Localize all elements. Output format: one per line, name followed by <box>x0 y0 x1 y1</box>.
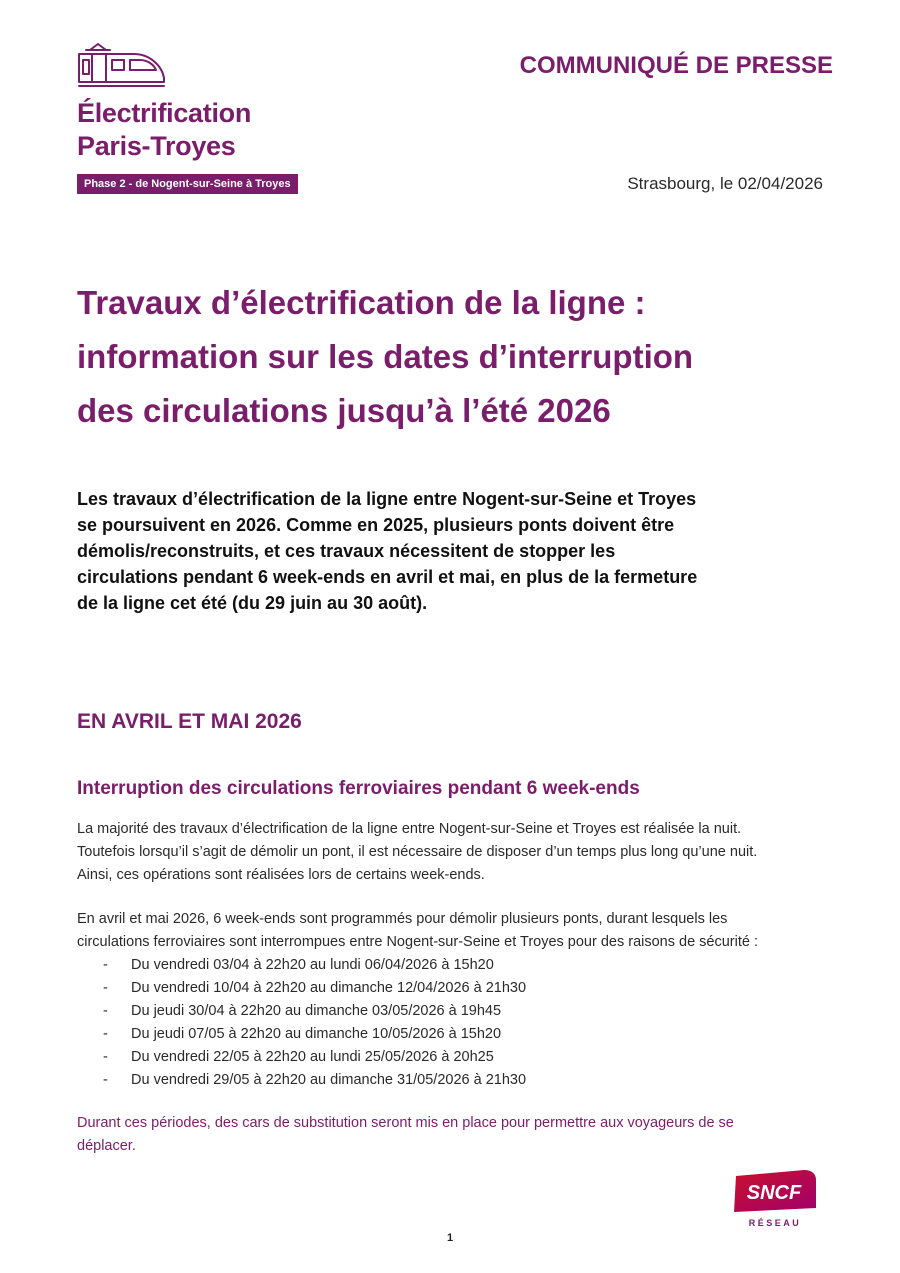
paragraph-line: Toutefois lorsqu’il s’agit de démolir un pont, il est nécessaire de disposer d’un temps plus long qu’une nuit. <box>77 844 758 860</box>
list-item <box>103 1069 526 1092</box>
list-item <box>103 977 526 1000</box>
section-subheading: Interruption des circulations ferroviaires pendant 6 week-ends <box>77 778 640 799</box>
note-line: Durant ces périodes, des cars de substitution seront mis en place pour permettre aux voyageurs de se <box>77 1115 734 1131</box>
list-item-text: Du jeudi 07/05 à 22h20 au dimanche 10/05/2026 à 15h20 <box>131 1026 502 1042</box>
list-bullet: - <box>103 1003 108 1019</box>
paragraph-line: La majorité des travaux d’électrification de la ligne entre Nogent-sur-Seine et Troyes est réalisée la nuit. <box>77 821 742 837</box>
title-line: information sur les dates d’interruption <box>77 338 694 375</box>
lead-line: Les travaux d’électrification de la ligne entre Nogent-sur-Seine et Troyes <box>77 489 697 509</box>
list-item-text: Du jeudi 30/04 à 22h20 au dimanche 03/05/2026 à 19h45 <box>131 1003 502 1019</box>
main-title <box>77 276 817 438</box>
page-number: 1 <box>446 1232 454 1244</box>
phase-badge: Phase 2 - de Nogent-sur-Seine à Troyes <box>77 174 298 194</box>
body-paragraph <box>77 908 837 954</box>
interruption-schedule-list <box>103 954 526 1092</box>
lead-line: circulations pendant 6 week-ends en avril et mai, en plus de la fermeture <box>77 567 698 587</box>
list-item <box>103 1023 526 1046</box>
body-paragraph <box>77 818 837 887</box>
list-bullet: - <box>103 1049 108 1065</box>
section-heading: EN AVRIL ET MAI 2026 <box>77 710 302 733</box>
list-item <box>103 1000 526 1023</box>
list-item-text: Du vendredi 22/05 à 22h20 au lundi 25/05/2026 à 20h25 <box>131 1049 494 1065</box>
list-item-text: Du vendredi 03/04 à 22h20 au lundi 06/04/2026 à 15h20 <box>131 957 494 973</box>
paragraph-line: En avril et mai 2026, 6 week-ends sont programmés pour démolir plusieurs ponts, durant lesquels les <box>77 911 728 927</box>
list-item <box>103 1046 526 1069</box>
project-title-line-2: Paris-Troyes <box>77 131 236 161</box>
paragraph-line: Ainsi, ces opérations sont réalisées lors de certains week-ends. <box>77 867 485 883</box>
lead-line: de la ligne cet été (du 29 juin au 30 août). <box>77 593 428 613</box>
title-line: des circulations jusqu’à l’été 2026 <box>77 392 611 429</box>
paragraph-line: circulations ferroviaires sont interrompues entre Nogent-sur-Seine et Troyes pour des raisons de sécurité : <box>77 934 759 950</box>
list-bullet: - <box>103 957 108 973</box>
list-item-text: Du vendredi 10/04 à 22h20 au dimanche 12/04/2026 à 21h30 <box>131 980 527 996</box>
list-bullet: - <box>103 980 108 996</box>
list-bullet: - <box>103 1072 108 1088</box>
lead-line: se poursuivent en 2026. Comme en 2025, plusieurs ponts doivent être <box>77 515 675 535</box>
note-line: déplacer. <box>77 1138 136 1154</box>
lead-paragraph <box>77 486 827 616</box>
list-item-text: Du vendredi 29/05 à 22h20 au dimanche 31/05/2026 à 21h30 <box>131 1072 527 1088</box>
project-title-line-1: Électrification <box>77 98 252 128</box>
project-title <box>77 97 337 163</box>
logo-subtext: RÉSEAU <box>748 1218 802 1228</box>
train-icon <box>76 42 168 92</box>
place-date: Strasbourg, le 02/04/2026 <box>627 174 823 193</box>
list-bullet: - <box>103 1026 108 1042</box>
lead-line: démolis/reconstruits, et ces travaux nécessitent de stopper les <box>77 541 616 561</box>
substitution-note <box>77 1112 837 1158</box>
press-release-label: COMMUNIQUÉ DE PRESSE <box>519 52 833 79</box>
title-line: Travaux d’électrification de la ligne : <box>77 284 646 321</box>
list-item <box>103 954 526 977</box>
logo-text: SNCF <box>746 1182 802 1204</box>
sncf-reseau-logo <box>732 1168 818 1230</box>
